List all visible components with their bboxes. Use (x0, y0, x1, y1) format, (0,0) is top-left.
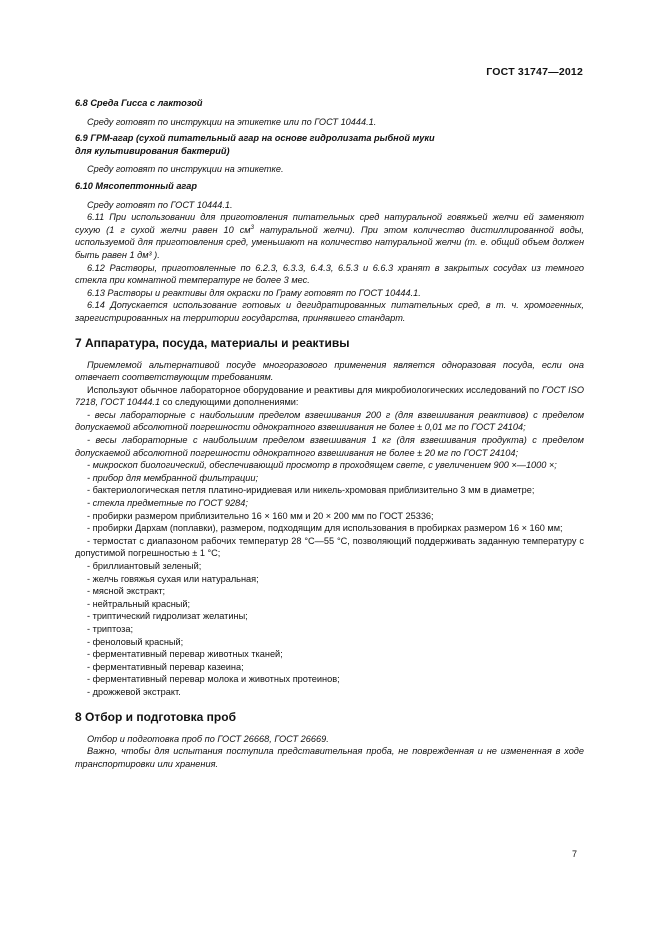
section-7-para (75, 384, 584, 409)
list-item: - пробирки размером приблизительно 16 × 160 мм и 20 × 200 мм по ГОСТ 25336; (87, 510, 434, 521)
para-6-12: 6.12 Растворы, приготовленные по 6.2.3, 6.3.3, 6.4.3, 6.5.3 и 6.6.3 хранят в закрытых сосудах из темного стекла при комнатной температуре не более 3 мес. (75, 262, 584, 286)
section-7-title: 7 Аппаратура, посуда, материалы и реактивы (75, 335, 350, 350)
para-6-8: Среду готовят по инструкции на этикетке или по ГОСТ 10444.1. (87, 116, 377, 127)
para-6-14: 6.14 Допускается использование готовых и дегидратированных питательных сред, в т. ч. хромогенных, зарегистрированных на территории государства, принявшего стандарт. (75, 300, 584, 323)
heading-6-10: 6.10 Мясопептонный агар (75, 180, 197, 191)
cubic-superscript: 3 (250, 224, 254, 231)
list-item: - ферментативный перевар молока и животных протеинов; (87, 674, 340, 685)
para-6-9: Среду готовят по инструкции на этикетке. (87, 164, 284, 175)
list-item: - триптоза; (87, 623, 134, 634)
para-6-11-part2: натуральной желчи). При этом количество дистиллированной воды, используемой для приготовления сред, уменьшают на количество натуральной желчи (т. е. общий объем должен быть равен 1 дм³ ). (75, 224, 584, 260)
para-6-11 (75, 211, 584, 261)
para-6-10: Среду готовят по ГОСТ 10444.1. (87, 199, 233, 210)
list-item: - пробирки Дархам (поплавки), размером, подходящим для использования в пробирках размером 16 × 160 мм; (87, 523, 563, 534)
list-item: - микроскоп биологический, обеспечивающий просмотр в проходящем свете, с увеличением 900 ×—1000 ×; (87, 460, 557, 471)
list-item: - желчь говяжья сухая или натуральная; (87, 573, 259, 584)
section-7-para-part2: со следующими дополнениями: (160, 397, 299, 408)
list-item: - феноловый красный; (87, 636, 184, 647)
heading-6-9-line1: 6.9 ГРМ-агар (сухой питательный агар на основе гидролизата рыбной муки (75, 133, 435, 144)
doc-code-header: ГОСТ 31747—2012 (486, 66, 583, 78)
list-item: - нейтральный красный; (87, 598, 191, 609)
list-item: - триптический гидролизат желатины; (87, 611, 248, 622)
list-item: - прибор для мембранной фильтрации; (87, 472, 259, 483)
list-item: - дрожжевой экстракт. (87, 686, 181, 697)
page-number: 7 (571, 849, 577, 859)
heading-6-8: 6.8 Среда Гисса с лактозой (75, 98, 203, 108)
list-item: - мясной экстракт; (87, 586, 166, 597)
para-6-13: 6.13 Растворы и реактивы для окраски по Граму готовят по ГОСТ 10444.1. (87, 287, 421, 298)
section-8-title: 8 Отбор и подготовка проб (75, 709, 237, 724)
list-item: - весы лабораторные с наибольшим пределом взвешивания 200 г (для взвешивания реактивов) с пределом допускаемой абсолютной погрешности однократного взвешивания не более ± 0,01 мг по ГОСТ 24104; (75, 409, 584, 433)
list-item: - стекла предметные по ГОСТ 9284; (87, 498, 248, 509)
list-item: - бриллиантовый зеленый; (87, 561, 202, 571)
section-7-intro: Приемлемой альтернативой посуде многоразового применения является одноразовая посуда, если она отвечает соответствующим требованиям. (75, 359, 584, 383)
para-6-11-part1: 6.11 При использовании для приготовления питательных сред натуральной говяжьей желчи ей заменяют сухую (1 г сухой желчи равен 10 см (75, 212, 584, 235)
list-item: - ферментативный перевар казеина; (87, 661, 244, 672)
section-7-para-part1: Используют обычное лабораторное оборудование и реактивы для микробиологических исследований по (87, 384, 542, 395)
list-item: - термостат с диапазоном рабочих температур 28 °С—55 °С, позволяющий поддерживать заданную температуру с допустимой погрешностью ± 1 °С; (75, 535, 584, 559)
equipment-list (75, 409, 584, 699)
section-8-para2: Важно, чтобы для испытания поступила представительная проба, не поврежденная и не измененная в ходе транспортировки или хранения. (75, 746, 584, 769)
section-8-para1: Отбор и подготовка проб по ГОСТ 26668, ГОСТ 26669. (87, 733, 329, 744)
section-7-para-refs: ГОСТ ISO 7218, ГОСТ 10444.1 (75, 384, 584, 408)
heading-6-9-line2: для культивирования бактерий) (75, 145, 230, 156)
list-item: - ферментативный перевар животных тканей; (87, 649, 283, 660)
list-item: - бактериологическая петля платино-иридиевая или никель-хромовая приблизительно 3 мм в диаметре; (87, 485, 535, 496)
list-item: - весы лабораторные с наибольшим пределом взвешивания 1 кг (для взвешивания продукта) с пределом допускаемой абсолютной погрешности однократного взвешивания не более ± 20 мг по ГОСТ 24104; (75, 435, 584, 458)
document-body (75, 93, 584, 770)
